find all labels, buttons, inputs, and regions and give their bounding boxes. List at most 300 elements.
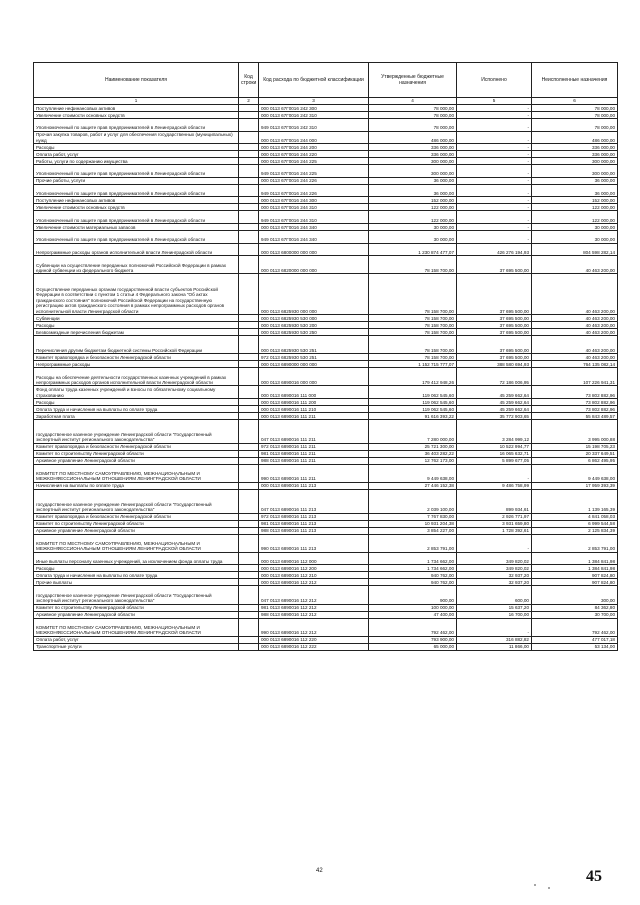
row-remaining: 486 000,00 (532, 131, 618, 144)
row-approved: 792 462,00 (369, 618, 457, 636)
row-remaining: 36 000,00 (532, 184, 618, 197)
row-executed: - (457, 204, 532, 211)
row-budget-code: 000 0113 6890016 112 222 (259, 643, 369, 650)
row-budget-code: 000 0113 6890016 000 000 (259, 368, 369, 386)
row-remaining: 907 824,80 (532, 579, 618, 586)
row-executed: 426 276 194,93 (457, 243, 532, 256)
table-row (34, 119, 618, 132)
row-approved: 1 734 662,00 (369, 565, 457, 572)
row-executed: 32 937,20 (457, 579, 532, 586)
row-approved: 27 446 152,38 (369, 482, 457, 489)
row-line-code (239, 328, 259, 335)
row-remaining: 2 125 834,39 (532, 527, 618, 534)
row-line-code (239, 636, 259, 643)
row-remaining: 336 000,00 (532, 144, 618, 151)
row-approved: 36 000,00 (369, 184, 457, 197)
column-number-row (34, 98, 618, 105)
row-executed: - (457, 105, 532, 112)
row-executed: 9 486 758,99 (457, 482, 532, 489)
row-executed: 37 695 500,00 (457, 354, 532, 361)
row-remaining: 30 000,00 (532, 223, 618, 230)
row-remaining: 73 802 882,96 (532, 386, 618, 399)
row-line-code (239, 586, 259, 604)
table-row (34, 565, 618, 572)
row-approved: 78 000,00 (369, 119, 457, 132)
table-row (34, 335, 618, 353)
table-row (34, 482, 618, 489)
table-body (34, 105, 618, 651)
row-executed: - (457, 131, 532, 144)
row-line-code (239, 211, 259, 224)
row-budget-code: 000 0113 6890016 112 212 (259, 579, 369, 586)
row-budget-code: 047 0113 6890016 111 211 (259, 419, 369, 443)
row-indicator-name: Оплата работ, услуг (34, 636, 239, 643)
row-executed: - (457, 158, 532, 165)
row-line-code (239, 177, 259, 184)
row-budget-code: 047 0113 6890016 111 213 (259, 489, 369, 513)
row-budget-code: 988 0113 6890016 111 211 (259, 457, 369, 464)
row-indicator-name: государственное казенное учреждение Ленинградской области "Государственный экспертный институт регионального законодательства" (34, 419, 239, 443)
row-remaining: 6 862 495,95 (532, 457, 618, 464)
row-budget-code: 000 0113 6800000 000 000 (259, 243, 369, 256)
row-approved: 3 854 227,00 (369, 527, 457, 534)
row-line-code (239, 489, 259, 513)
row-indicator-name: Заработная плата (34, 412, 239, 419)
row-line-code (239, 527, 259, 534)
row-remaining: 40 463 200,00 (532, 335, 618, 353)
row-indicator-name: Уполномоченный по защите прав предпринимателей в Ленинградской области (34, 230, 239, 243)
row-remaining: 3 995 000,88 (532, 419, 618, 443)
row-approved: 2 039 100,00 (369, 489, 457, 513)
row-executed: 388 580 694,93 (457, 361, 532, 368)
budget-execution-table (33, 62, 618, 651)
row-indicator-name: Комитет по строительству Ленинградской области (34, 450, 239, 457)
table-row (34, 618, 618, 636)
row-budget-code: 949 0113 67Г0016 244 226 (259, 184, 369, 197)
table-row (34, 527, 618, 534)
row-indicator-name: КОМИТЕТ ПО МЕСТНОМУ САМОУПРАВЛЕНИЮ, МЕЖНАЦИОНАЛЬНЫМ И МЕЖКОНФЕССИОНАЛЬНЫМ ОТНОШЕНИЯМ ЛЕНИНГРАДСКОЙ ОБЛАСТИ (34, 618, 239, 636)
row-executed: 45 259 662,64 (457, 398, 532, 405)
row-approved: 65 000,00 (369, 643, 457, 650)
row-remaining: 53 134,00 (532, 643, 618, 650)
row-remaining: 804 598 282,14 (532, 243, 618, 256)
table-row (34, 197, 618, 204)
column-number: 2 (239, 98, 259, 105)
row-executed: - (457, 144, 532, 151)
folio-number: 45 (586, 868, 602, 885)
row-remaining: 1 384 841,98 (532, 552, 618, 565)
row-approved: 940 762,00 (369, 579, 457, 586)
row-executed: 349 820,02 (457, 552, 532, 565)
row-indicator-name: Поступление нефинансовых активов (34, 105, 239, 112)
row-executed: 37 695 500,00 (457, 328, 532, 335)
row-line-code (239, 457, 259, 464)
row-executed: 45 259 662,64 (457, 405, 532, 412)
row-budget-code: 000 0113 67Г0016 244 300 (259, 197, 369, 204)
row-budget-code: 000 0113 6825930 530 250 (259, 328, 369, 335)
row-indicator-name: Расходы (34, 144, 239, 151)
row-approved: 10 931 204,38 (369, 520, 457, 527)
table-row (34, 450, 618, 457)
row-remaining: 55 843 489,57 (532, 412, 618, 419)
table-row (34, 243, 618, 256)
table-row (34, 368, 618, 386)
table-row (34, 112, 618, 119)
row-line-code (239, 572, 259, 579)
row-budget-code: 000 0113 6890016 112 220 (259, 636, 369, 643)
row-indicator-name: Прочая закупка товаров, работ и услуг для обеспечения государственных (муниципальных) нужд (34, 131, 239, 144)
row-budget-code: 000 0113 6890000 000 000 (259, 361, 369, 368)
table-row (34, 105, 618, 112)
row-line-code (239, 361, 259, 368)
table-row (34, 604, 618, 611)
row-line-code (239, 158, 259, 165)
row-budget-code: 949 0113 67Г0016 244 340 (259, 230, 369, 243)
row-indicator-name: Оплата труда и начисления на выплаты по оплате труда (34, 405, 239, 412)
table-row (34, 165, 618, 178)
table-row (34, 158, 618, 165)
row-remaining: 73 802 882,96 (532, 405, 618, 412)
column-number: 4 (369, 98, 457, 105)
row-approved: 940 762,00 (369, 572, 457, 579)
row-executed: - (457, 151, 532, 158)
row-approved: 78 158 700,00 (369, 335, 457, 353)
row-executed: 72 186 006,95 (457, 368, 532, 386)
row-indicator-name: Комитет по строительству Ленинградской области (34, 604, 239, 611)
table-row (34, 204, 618, 211)
row-indicator-name: Расходы на обеспечение деятельности государственных казенных учреждений в рамках непрограммных расходов органов исполнительной власти Ленинградской области (34, 368, 239, 386)
table-row (34, 457, 618, 464)
row-remaining: 9 449 638,00 (532, 464, 618, 482)
row-budget-code: 981 0113 6890016 112 212 (259, 604, 369, 611)
row-budget-code: 000 0113 6890016 111 210 (259, 405, 369, 412)
row-line-code (239, 243, 259, 256)
row-line-code (239, 131, 259, 144)
row-approved: 900,00 (369, 586, 457, 604)
row-line-code (239, 112, 259, 119)
row-approved: 7 280 000,00 (369, 419, 457, 443)
table-row (34, 398, 618, 405)
row-indicator-name: Уполномоченный по защите прав предпринимателей в Ленинградской области (34, 119, 239, 132)
row-indicator-name: Субвенции на осуществление переданных полномочий Российской Федерации в рамках единой субвенции из федерального бюджета (34, 256, 239, 274)
row-indicator-name: Увеличение стоимости основных средств (34, 204, 239, 211)
row-executed: - (457, 197, 532, 204)
row-remaining: 40 463 200,00 (532, 354, 618, 361)
row-approved: 78 000,00 (369, 112, 457, 119)
row-approved: 2 853 791,00 (369, 534, 457, 552)
row-budget-code: 047 0113 6890016 112 212 (259, 586, 369, 604)
table-row (34, 489, 618, 513)
row-approved: 78 000,00 (369, 105, 457, 112)
row-remaining: 300 000,00 (532, 158, 618, 165)
row-budget-code: 988 0113 6890016 111 213 (259, 527, 369, 534)
row-line-code (239, 151, 259, 158)
row-budget-code: 000 0113 6890016 111 200 (259, 398, 369, 405)
scan-speck (534, 884, 536, 886)
row-budget-code: 000 0113 6890016 111 211 (259, 412, 369, 419)
row-approved: 78 158 700,00 (369, 256, 457, 274)
row-budget-code: 000 0113 67Г0016 244 200 (259, 144, 369, 151)
row-indicator-name: Работы, услуги по содержанию имущества (34, 158, 239, 165)
row-approved: 78 158 700,00 (369, 328, 457, 335)
row-remaining: 40 463 200,00 (532, 314, 618, 321)
row-executed: 349 820,02 (457, 565, 532, 572)
row-executed: 16 065 632,71 (457, 450, 532, 457)
row-indicator-name: Комитет по строительству Ленинградской области (34, 520, 239, 527)
column-number: 6 (532, 98, 618, 105)
header-executed: Исполнено (457, 63, 532, 98)
row-approved: 152 000,00 (369, 197, 457, 204)
header-remaining: Неисполненные назначения (532, 63, 618, 98)
table-row (34, 552, 618, 565)
row-budget-code: 972 0113 6890016 111 211 (259, 443, 369, 450)
row-executed: 37 695 500,00 (457, 256, 532, 274)
row-budget-code: 000 0113 67Г0016 244 340 (259, 223, 369, 230)
row-executed: 15 637,20 (457, 604, 532, 611)
table-row (34, 361, 618, 368)
row-line-code (239, 223, 259, 230)
row-approved: 7 767 830,00 (369, 513, 457, 520)
table-header-row (34, 63, 618, 98)
row-approved: 119 062 545,60 (369, 386, 457, 399)
header-approved: Утвержденные бюджетные назначения (369, 63, 457, 98)
row-indicator-name: Архивное управление Ленинградской области (34, 611, 239, 618)
row-executed: 45 259 662,64 (457, 386, 532, 399)
row-remaining: 1 139 165,39 (532, 489, 618, 513)
table-row (34, 643, 618, 650)
row-executed: 899 934,61 (457, 489, 532, 513)
table-row (34, 572, 618, 579)
table-row (34, 586, 618, 604)
row-remaining: 792 462,00 (532, 618, 618, 636)
row-indicator-name: Непрограммные расходы (34, 361, 239, 368)
row-remaining: 78 000,00 (532, 112, 618, 119)
table-row (34, 464, 618, 482)
row-line-code (239, 368, 259, 386)
row-remaining: 15 198 705,23 (532, 443, 618, 450)
row-indicator-name: Поступление нефинансовых активов (34, 197, 239, 204)
row-budget-code: 000 0113 67Г0016 244 226 (259, 177, 369, 184)
row-executed: - (457, 618, 532, 636)
row-executed: - (457, 464, 532, 482)
row-indicator-name: Прочие выплаты (34, 579, 239, 586)
row-remaining: 40 463 200,00 (532, 256, 618, 274)
row-approved: 793 900,00 (369, 636, 457, 643)
row-line-code (239, 184, 259, 197)
table-row (34, 386, 618, 399)
table-row (34, 256, 618, 274)
row-remaining: 40 463 200,00 (532, 274, 618, 315)
row-remaining: 40 463 200,00 (532, 321, 618, 328)
row-budget-code: 000 0113 6890016 112 210 (259, 572, 369, 579)
row-indicator-name: Прочие работы, услуги (34, 177, 239, 184)
row-approved: 1 734 662,00 (369, 552, 457, 565)
row-line-code (239, 443, 259, 450)
row-line-code (239, 552, 259, 565)
row-line-code (239, 412, 259, 419)
row-executed: - (457, 230, 532, 243)
table-row (34, 354, 618, 361)
row-budget-code: 990 0113 6890016 111 211 (259, 464, 369, 482)
table-row (34, 636, 618, 643)
row-indicator-name: государственное казенное учреждение Ленинградской области "Государственный экспертный институт регионального законодательства" (34, 489, 239, 513)
row-executed: 16 700,00 (457, 611, 532, 618)
column-number: 5 (457, 98, 532, 105)
row-executed: 5 899 677,05 (457, 457, 532, 464)
row-indicator-name: Архивное управление Ленинградской области (34, 527, 239, 534)
row-indicator-name: Расходы (34, 398, 239, 405)
row-budget-code: 000 0113 6825930 530 200 (259, 321, 369, 328)
row-budget-code: 000 0113 67Г0016 244 225 (259, 158, 369, 165)
header-budget-code: Код расхода по бюджетной классификации (259, 63, 369, 98)
row-executed: 37 695 500,00 (457, 335, 532, 353)
row-remaining: 30 000,00 (532, 230, 618, 243)
row-indicator-name: Комитет правопорядка и безопасности Ленинградской области (34, 354, 239, 361)
row-remaining: 84 362,80 (532, 604, 618, 611)
table-row (34, 579, 618, 586)
row-approved: 12 762 173,00 (369, 457, 457, 464)
row-budget-code: 972 0113 6825930 530 251 (259, 354, 369, 361)
table-row (34, 443, 618, 450)
row-budget-code: 000 0113 6890016 112 200 (259, 565, 369, 572)
row-executed: - (457, 184, 532, 197)
row-line-code (239, 274, 259, 315)
table-row (34, 513, 618, 520)
table-row (34, 144, 618, 151)
row-remaining: 107 226 941,31 (532, 368, 618, 386)
row-indicator-name: Расходы (34, 565, 239, 572)
row-indicator-name: Комитет правопорядка и безопасности Ленинградской области (34, 513, 239, 520)
row-budget-code: 000 0113 67Г0016 244 220 (259, 151, 369, 158)
row-remaining: 6 999 544,58 (532, 520, 618, 527)
row-remaining: 78 000,00 (532, 105, 618, 112)
row-line-code (239, 604, 259, 611)
row-line-code (239, 354, 259, 361)
row-remaining: 20 337 649,51 (532, 450, 618, 457)
row-approved: 486 000,00 (369, 131, 457, 144)
row-remaining: 764 135 082,14 (532, 361, 618, 368)
row-budget-code: 949 0113 67Г0016 244 310 (259, 211, 369, 224)
row-budget-code: 000 0113 67Г0016 242 300 (259, 105, 369, 112)
row-budget-code: 981 0113 6890016 111 213 (259, 520, 369, 527)
scan-speck (548, 887, 550, 889)
row-budget-code: 000 0113 6825930 530 251 (259, 335, 369, 353)
row-indicator-name: Транспортные услуги (34, 643, 239, 650)
row-approved: 78 158 700,00 (369, 314, 457, 321)
row-line-code (239, 144, 259, 151)
table-row (34, 131, 618, 144)
row-executed: - (457, 211, 532, 224)
row-indicator-name: Увеличение стоимости основных средств (34, 112, 239, 119)
table-row (34, 274, 618, 315)
row-line-code (239, 520, 259, 527)
row-budget-code: 000 0113 6890016 111 213 (259, 482, 369, 489)
row-line-code (239, 105, 259, 112)
column-number: 1 (34, 98, 239, 105)
row-indicator-name: Иные выплаты персоналу казенных учреждений, за исключением фонда оплаты труда (34, 552, 239, 565)
row-approved: 122 000,00 (369, 211, 457, 224)
row-remaining: 122 000,00 (532, 204, 618, 211)
table-row (34, 151, 618, 158)
row-budget-code: 000 0113 6825930 530 000 (259, 314, 369, 321)
row-executed: - (457, 165, 532, 178)
row-executed: 10 522 994,77 (457, 443, 532, 450)
row-approved: 122 000,00 (369, 204, 457, 211)
row-indicator-name: Субвенции (34, 314, 239, 321)
row-indicator-name: Фонд оплаты труда казенных учреждений и взносы по обязательному социальному страхованию (34, 386, 239, 399)
row-approved: 119 062 545,60 (369, 405, 457, 412)
row-approved: 36 403 282,22 (369, 450, 457, 457)
row-remaining: 300,00 (532, 586, 618, 604)
page-number: 42 (316, 868, 323, 874)
row-remaining: 477 017,18 (532, 636, 618, 643)
row-line-code (239, 386, 259, 399)
row-line-code (239, 618, 259, 636)
row-remaining: 300 000,00 (532, 165, 618, 178)
row-approved: 1 230 874 477,07 (369, 243, 457, 256)
row-remaining: 907 824,80 (532, 572, 618, 579)
row-indicator-name: КОМИТЕТ ПО МЕСТНОМУ САМОУПРАВЛЕНИЮ, МЕЖНАЦИОНАЛЬНЫМ И МЕЖКОНФЕССИОНАЛЬНЫМ ОТНОШЕНИЯМ ЛЕНИНГРАДСКОЙ ОБЛАСТИ (34, 464, 239, 482)
row-executed: 316 882,82 (457, 636, 532, 643)
row-indicator-name: Уполномоченный по защите прав предпринимателей в Ленинградской области (34, 184, 239, 197)
row-approved: 9 449 638,00 (369, 464, 457, 482)
row-line-code (239, 314, 259, 321)
row-approved: 179 412 948,26 (369, 368, 457, 386)
row-executed: 37 695 500,00 (457, 274, 532, 315)
row-budget-code: 981 0113 6890016 111 211 (259, 450, 369, 457)
row-executed: 11 866,00 (457, 643, 532, 650)
row-approved: 78 158 700,00 (369, 354, 457, 361)
row-line-code (239, 482, 259, 489)
row-remaining: 122 000,00 (532, 211, 618, 224)
row-remaining: 78 000,00 (532, 119, 618, 132)
row-line-code (239, 643, 259, 650)
row-line-code (239, 513, 259, 520)
row-approved: 300 000,00 (369, 165, 457, 178)
row-line-code (239, 611, 259, 618)
row-line-code (239, 579, 259, 586)
row-indicator-name: Перечисления другим бюджетам бюджетной системы Российской Федерации (34, 335, 239, 353)
row-approved: 336 000,00 (369, 151, 457, 158)
row-line-code (239, 321, 259, 328)
row-executed: - (457, 534, 532, 552)
header-indicator-name: Наименование показателя (34, 63, 239, 98)
row-indicator-name: Безвозмездные перечисления бюджетам (34, 328, 239, 335)
row-budget-code: 000 0113 67Г0016 244 000 (259, 131, 369, 144)
row-budget-code: 000 0113 6890016 112 000 (259, 552, 369, 565)
table-row (34, 534, 618, 552)
row-approved: 91 616 393,22 (369, 412, 457, 419)
row-budget-code: 000 0113 6825930 000 000 (259, 274, 369, 315)
row-approved: 1 152 715 777,07 (369, 361, 457, 368)
row-remaining: 36 000,00 (532, 177, 618, 184)
row-indicator-name: Осуществление переданных органам государственной власти субъектов Российской Федерации в соответствии с пунктом 1 статьи 4 Федерального закона "Об актах гражданского состояния" полномочий Российской Федерации на государственную регистрацию актов гражданского состояния в рамках непрограммных расходов органов исполнительной власти Ленинградской области (34, 274, 239, 315)
row-executed: 1 728 392,61 (457, 527, 532, 534)
row-indicator-name: Оплата работ, услуг (34, 151, 239, 158)
row-indicator-name: Непрограммные расходы органов исполнительной власти Ленинградской области (34, 243, 239, 256)
row-line-code (239, 450, 259, 457)
row-executed: - (457, 119, 532, 132)
row-indicator-name: Уполномоченный по защите прав предпринимателей в Ленинградской области (34, 211, 239, 224)
table-row (34, 177, 618, 184)
row-budget-code: 949 0113 67Г0016 242 310 (259, 119, 369, 132)
row-executed: 2 926 771,97 (457, 513, 532, 520)
table-row (34, 184, 618, 197)
row-approved: 300 000,00 (369, 158, 457, 165)
row-executed: 3 931 659,80 (457, 520, 532, 527)
row-budget-code: 000 0113 6820000 000 000 (259, 256, 369, 274)
table-row (34, 412, 618, 419)
